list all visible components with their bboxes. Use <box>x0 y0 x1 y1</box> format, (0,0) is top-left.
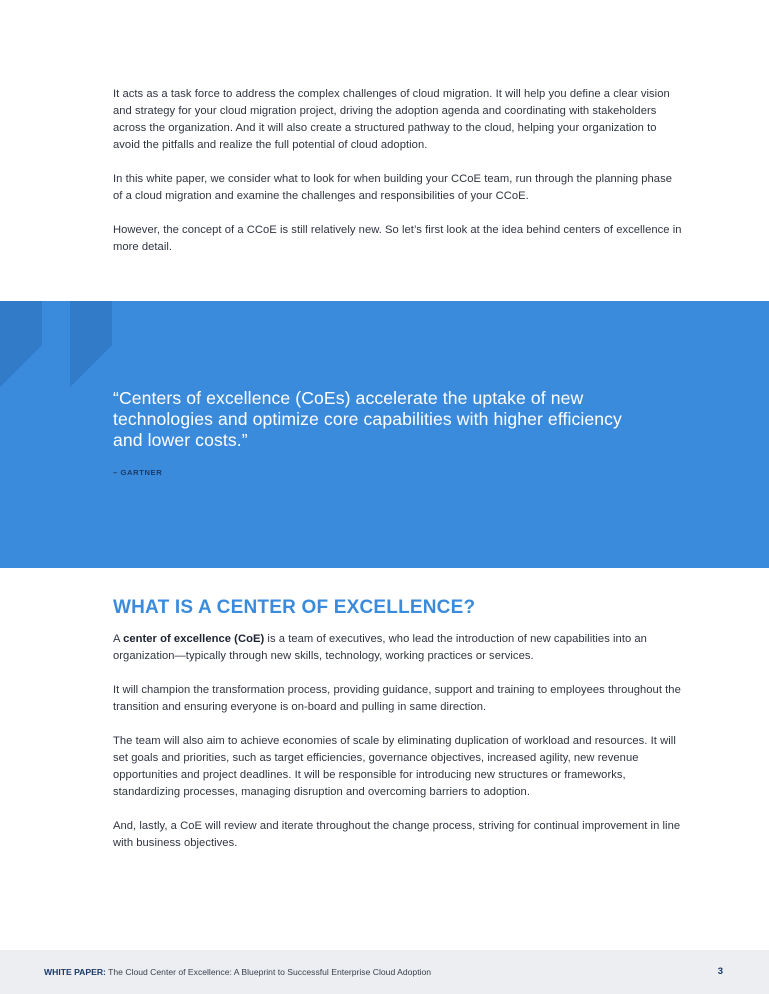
section-paragraph-2: It will champion the transformation process, providing guidance, support and training to employees throughout the transition and ensuring everyone is on-board and pulling in same direction. <box>113 684 681 713</box>
p1-rest: is a team of executives, who lead the introduction of new capabilities into an organization—typically through new skills, technology, working practices or services. <box>113 633 647 662</box>
quote-mark-icon <box>0 301 120 391</box>
intro-paragraph-2: In this white paper, we consider what to look for when building your CCoE team, run through the planning phase of a cloud migration and examine the challenges and responsibilities of your CCoE. <box>113 173 672 202</box>
footer-title <box>44 967 431 977</box>
quote-band <box>0 301 769 568</box>
section-paragraph-1 <box>113 631 683 665</box>
p1-prefix: A <box>113 633 124 645</box>
intro-paragraph-3: However, the concept of a CCoE is still relatively new. So let’s first look at the idea behind centers of excellence in more detail. <box>113 224 682 253</box>
coe-term: center of excellence (CoE) <box>123 633 265 645</box>
section-paragraph-3: The team will also aim to achieve economies of scale by eliminating duplication of workload and resources. It will set goals and priorities, such as target efficiencies, governance objectives, increased agility, new revenue opportunities and project deadlines. It will be responsible for introducing new structures or frameworks, standardizing processes, managing disruption and overcoming barriers to adoption. <box>113 735 676 798</box>
footer-label: WHITE PAPER: <box>44 967 106 977</box>
coe-section <box>113 596 683 869</box>
quote-attribution: – GARTNER <box>113 468 163 477</box>
section-paragraph-4: And, lastly, a CoE will review and iterate throughout the change process, striving for continual improvement in line with business objectives. <box>113 820 681 849</box>
page-footer <box>0 950 769 994</box>
page-number: 3 <box>717 966 723 977</box>
section-heading: WHAT IS A CENTER OF EXCELLENCE? <box>113 597 476 618</box>
intro-paragraph-1: It acts as a task force to address the complex challenges of cloud migration. It will help you define a clear vision and strategy for your cloud migration project, driving the adoption agenda and coordinating with stakeholders across the organization. And it will also create a structured pathway to the cloud, helping your organization to avoid the pitfalls and realize the full potential of cloud adoption. <box>113 88 670 151</box>
intro-text <box>113 86 683 273</box>
footer-doc-title: The Cloud Center of Excellence: A Blueprint to Successful Enterprise Cloud Adoption <box>105 967 432 977</box>
pull-quote: “Centers of excellence (CoEs) accelerate the uptake of new technologies and optimize core capabilities with higher efficiency and lower costs.” <box>113 388 622 450</box>
